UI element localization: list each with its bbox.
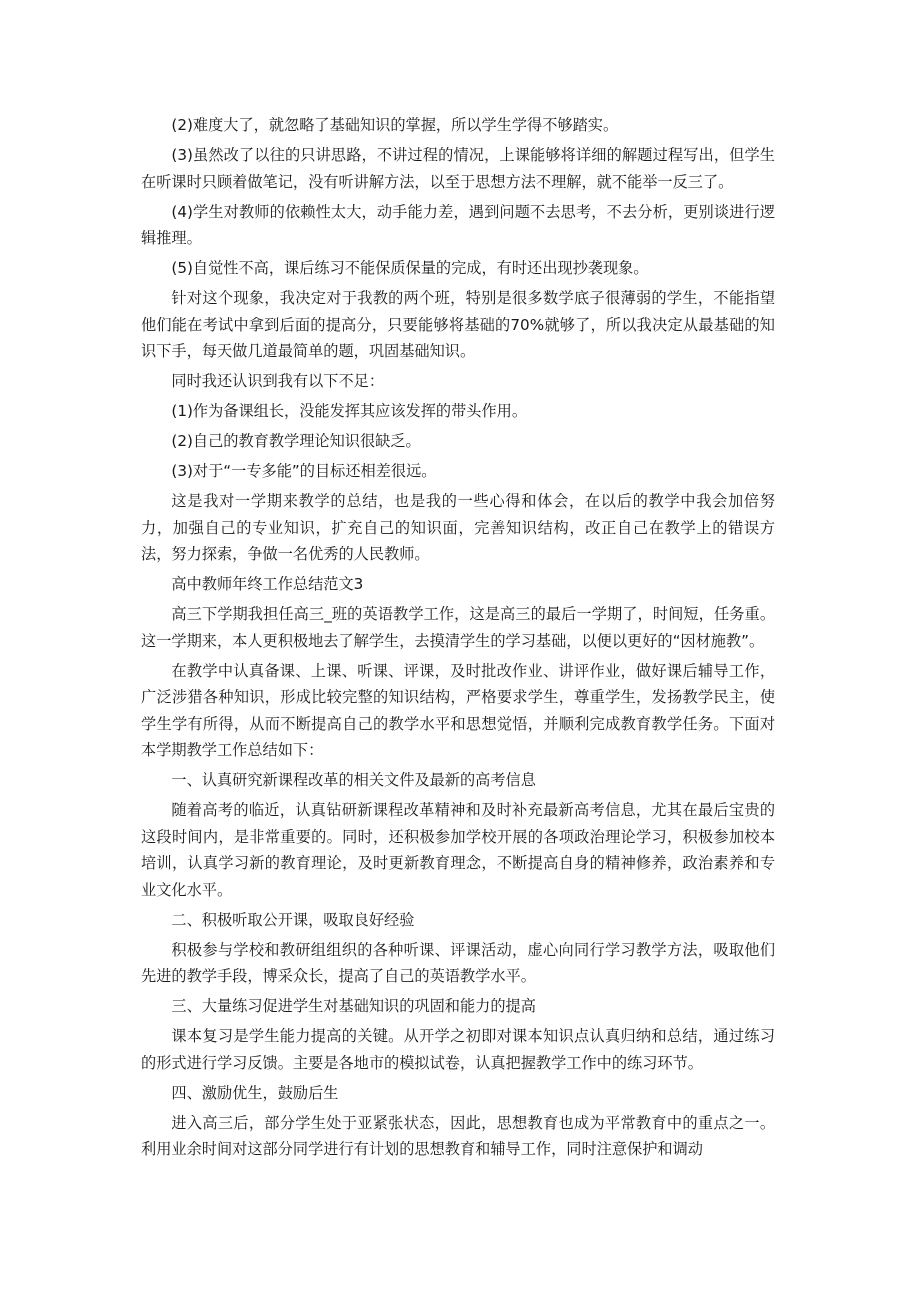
section-title-sample-3: 高中教师年终工作总结范文3 [171,575,364,593]
paragraph-shortcoming-1: (1)作为备课组长，没能发挥其应该发挥的带头作用。 [171,402,528,420]
heading-section-4: 四、激励优生，鼓励后生 [171,1083,339,1102]
paragraph-section-4: 进入高三后，部分学生处于亚紧张状态，因此，思想教育也成为平常教育中的重点之一。利用业余时间对这部分同学进行有计划的思想教育和辅导工作，同时注意保护和调动 [141,1113,775,1158]
paragraph-section-3: 课本复习是学生能力提高的关键。从开学之初即对课本知识点认真归纳和总结，通过练习的形式进行学习反馈。主要是各地市的模拟试卷，认真把握教学工作中的练习环节。 [141,1027,775,1072]
paragraph-shortcoming-3: (3)对于“一专多能”的目标还相差很远。 [171,462,437,480]
heading-section-1: 一、认真研究新课程改革的相关文件及最新的高考信息 [171,771,536,789]
paragraph-difficulty-3: (3)虽然改了以往的只讲思路，不讲过程的情况，上课能够将详细的解题过程写出，但学生在听课时只顾着做笔记，没有听讲解方法，以至于思想方法不理解，就不能举一反三了。 [141,146,775,191]
paragraph-intro-sample-3: 高三下学期我担任高三_班的英语教学工作，这是高三的最后一学期了，时间短，任务重。这一学期来，本人更积极地去了解学生，去摸清学生的学习基础，以便以更好的“因材施教”。 [141,605,775,650]
paragraph-difficulty-5: (5)自觉性不高，课后练习不能保质保量的完成，有时还出现抄袭现象。 [171,259,649,277]
heading-section-2: 二、积极听取公开课，吸取良好经验 [171,910,415,929]
paragraph-shortcomings-intro: 同时我还认识到我有以下不足： [171,372,385,390]
heading-section-3: 三、大量练习促进学生对基础知识的巩固和能力的提高 [171,997,536,1015]
paragraph-difficulty-2: (2)难度大了，就忽略了基础知识的掌握，所以学生学得不够踏实。 [171,116,619,134]
paragraph-teaching-work: 在教学中认真备课、上课、听课、评课，及时批改作业、讲评作业，做好课后辅导工作，广泛涉猎各种知识，形成比较完整的知识结构，严格要求学生，尊重学生，发扬教学民主，使学生学有所得，从而不断提高自己的教学水平和思想觉悟，并顺利完成教育教学任务。下面对本学期教学工作总结如下： [141,661,775,759]
paragraph-summary: 这是我对一学期来教学的总结，也是我的一些心得和体会，在以后的教学中我会加倍努力，加强自己的专业知识，扩充自己的知识面，完善知识结构，改正自己在教学上的错误方法，努力探索，争做一名优秀的人民教师。 [141,492,775,563]
paragraph-difficulty-4: (4)学生对教师的依赖性太大，动手能力差，遇到问题不去思考，不去分析，更别谈进行逻辑推理。 [141,202,775,247]
paragraph-section-1: 随着高考的临近，认真钻研新课程改革精神和及时补充最新高考信息，尤其在最后宝贵的这段时间内，是非常重要的。同时，还积极参加学校开展的各项政治理论学习，积极参加校本培训，认真学习新的教育理论，及时更新教育理念，不断提高自身的精神修养，政治素养和专业文化水平。 [141,801,775,899]
paragraph-decision: 针对这个现象，我决定对于我教的两个班，特别是很多数学底子很薄弱的学生，不能指望他们能在考试中拿到后面的提高分，只要能够将基础的70%就够了，所以我决定从最基础的知识下手，每天做几道最简单的题，巩固基础知识。 [141,289,775,360]
paragraph-section-2: 积极参与学校和教研组组织的各种听课、评课活动，虚心向同行学习教学方法，吸取他们先进的教学手段，博采众长，提高了自己的英语教学水平。 [141,940,775,985]
document-body [141,112,775,1166]
paragraph-shortcoming-2: (2)自己的教育教学理论知识很缺乏。 [171,432,421,450]
